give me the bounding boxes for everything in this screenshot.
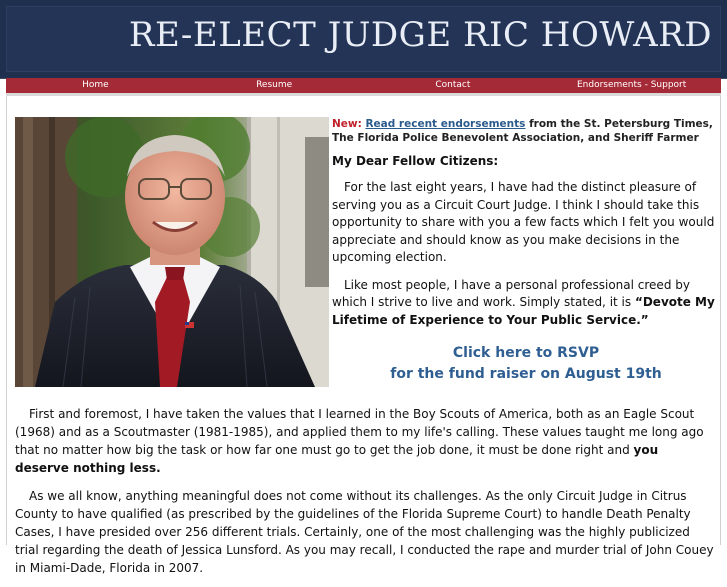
nav-endorsements-support[interactable]: Endorsements - Support bbox=[576, 80, 687, 90]
nav-resume[interactable]: Resume bbox=[256, 80, 293, 90]
creed-quote: “Devote My Lifetime of Experience to Your Public Service.” bbox=[332, 295, 715, 327]
announcement-text: from the St. Petersburg Times, The Florida Police Benevolent Association, and Sheriff Farmer bbox=[332, 118, 713, 144]
nav-shadow bbox=[6, 93, 721, 96]
nav-home[interactable]: Home bbox=[82, 80, 109, 90]
site-title: RE-ELECT JUDGE RIC HOWARD bbox=[128, 15, 712, 55]
frame-border-right bbox=[720, 96, 721, 545]
candidate-portrait-image bbox=[15, 117, 329, 387]
read-endorsements-link[interactable]: Read recent endorsements bbox=[365, 118, 526, 130]
letter-paragraph-2 bbox=[332, 277, 720, 330]
letter-paragraph-1: For the last eight years, I have had the distinct pleasure of serving you as a Circuit Court Judge. I think I should take this opportunity to share with you a few facts which I felt you would appreciate and should know as you make decisions in the upcoming election. bbox=[332, 180, 715, 264]
new-label: New: bbox=[332, 118, 362, 130]
rsvp-link[interactable] bbox=[332, 343, 720, 385]
endorsement-announcement bbox=[332, 117, 720, 145]
candidate-photo bbox=[15, 117, 329, 387]
scouts-text: First and foremost, I have taken the values that I learned in the Boy Scouts of America, both as an Eagle Scout (1968) and as a Scoutmaster (1981-1985), and applied them to my life's calling. These values taught me long ago that no matter how big the task or how far one must go to get the job done, it must be done right and bbox=[15, 407, 704, 457]
deserve-emphasis: you deserve nothing less. bbox=[15, 443, 659, 475]
creed-intro: Like most people, I have a personal professional creed by which I strive to live and work. Simply stated, it is bbox=[332, 277, 690, 309]
letter-body bbox=[15, 405, 715, 587]
rsvp-line-2: for the fund raiser on August 19th bbox=[390, 366, 662, 382]
rsvp-line-1: Click here to RSVP bbox=[452, 345, 600, 361]
letter-paragraph-4: As we all know, anything meaningful does not come without its challenges. As the only Circuit Judge in Citrus County to have qualified (as prescribed by the guidelines of the Florida Supreme Court) to handle Death Penalty Cases, I have presided over 256 different trials. Certainly, one of the most challenging was the highly publicized trial regarding the death of Jessica Lunsford. As you may recall, I conducted the rape and murder trial of John Couey in Miami-Dade, Florida in 2007. bbox=[15, 489, 714, 575]
main-nav bbox=[6, 78, 721, 93]
nav-contact[interactable]: Contact bbox=[435, 80, 471, 90]
greeting: My Dear Fellow Citizens: bbox=[332, 154, 499, 168]
intro-column bbox=[332, 117, 720, 385]
frame-border-left bbox=[6, 96, 7, 545]
banner-panel bbox=[6, 6, 721, 72]
letter-paragraph-3 bbox=[15, 405, 715, 477]
site-banner bbox=[0, 0, 727, 79]
